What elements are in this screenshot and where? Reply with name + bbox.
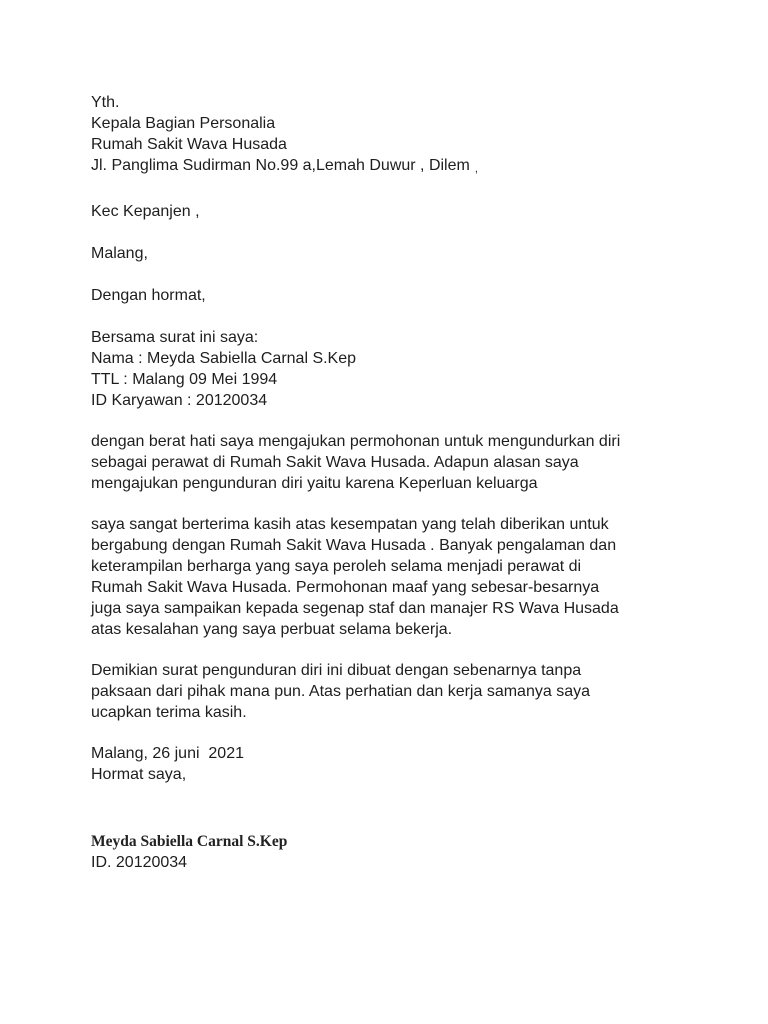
paragraph-line: bergabung dengan Rumah Sakit Wava Husada . Banyak pengalaman dan (91, 537, 617, 554)
body-paragraph-3 (91, 660, 691, 723)
paragraph-line: atas kesalahan yang saya perbuat selama bekerja. (91, 621, 453, 638)
paragraph-line: keterampilan berharga yang saya peroleh selama menjadi perawat di (91, 558, 582, 575)
paragraph-line: mengajukan pengunduran diri yaitu karena Keperluan keluarga (91, 475, 538, 492)
spacer (91, 723, 691, 743)
recipient-position: Kepala Bagian Personalia (91, 115, 276, 132)
spacer (91, 264, 691, 285)
greeting: Dengan hormat, (91, 287, 206, 304)
spacer (91, 640, 691, 660)
spacer (91, 222, 691, 243)
closing-regards: Hormat saya, (91, 766, 187, 783)
signatory-name: Meyda Sabiella Carnal S.Kep (91, 833, 288, 850)
paragraph-line: paksaan dari pihak mana pun. Atas perhatian dan kerja samanya saya (91, 683, 590, 700)
recipient-city: Malang, (91, 245, 148, 262)
recipient-address: Jl. Panglima Sudirman No.99 a,Lemah Duwur , Dilem (91, 157, 470, 174)
body-paragraph-2 (91, 514, 691, 640)
identity-name: Nama : Meyda Sabiella Carnal S.Kep (91, 350, 357, 367)
recipient-address-line (91, 155, 691, 180)
resignation-letter (91, 92, 691, 873)
spacer (91, 494, 691, 514)
identity-intro: Bersama surat ini saya: (91, 329, 259, 346)
signatory-id: ID. 20120034 (91, 854, 188, 871)
identity-birth: TTL : Malang 09 Mei 1994 (91, 371, 278, 388)
body-paragraph-1 (91, 431, 691, 494)
signature-space (91, 785, 691, 831)
salutation-prefix: Yth. (91, 94, 120, 111)
paragraph-line: dengan berat hati saya mengajukan permohonan untuk mengundurkan diri (91, 433, 621, 450)
place-date: Malang, 26 juni 2021 (91, 745, 244, 762)
recipient-institution: Rumah Sakit Wava Husada (91, 136, 287, 153)
spacer (91, 411, 691, 431)
spacer (91, 180, 691, 201)
paragraph-line: Rumah Sakit Wava Husada. Permohonan maaf yang sebesar-besarnya (91, 579, 600, 596)
identity-employee-id: ID Karyawan : 20120034 (91, 392, 268, 409)
paragraph-line: ucapkan terima kasih. (91, 704, 247, 721)
paragraph-line: saya sangat berterima kasih atas kesempatan yang telah diberikan untuk (91, 516, 609, 533)
paragraph-line: sebagai perawat di Rumah Sakit Wava Husada. Adapun alasan saya (91, 454, 579, 471)
recipient-district: Kec Kepanjen , (91, 203, 200, 220)
paragraph-line: Demikian surat pengunduran diri ini dibuat dengan sebenarnya tanpa (91, 662, 582, 679)
paragraph-line: juga saya sampaikan kepada segenap staf dan manajer RS Wava Husada (91, 600, 619, 617)
spacer (91, 306, 691, 327)
address-trailing-mark: , (474, 163, 478, 175)
